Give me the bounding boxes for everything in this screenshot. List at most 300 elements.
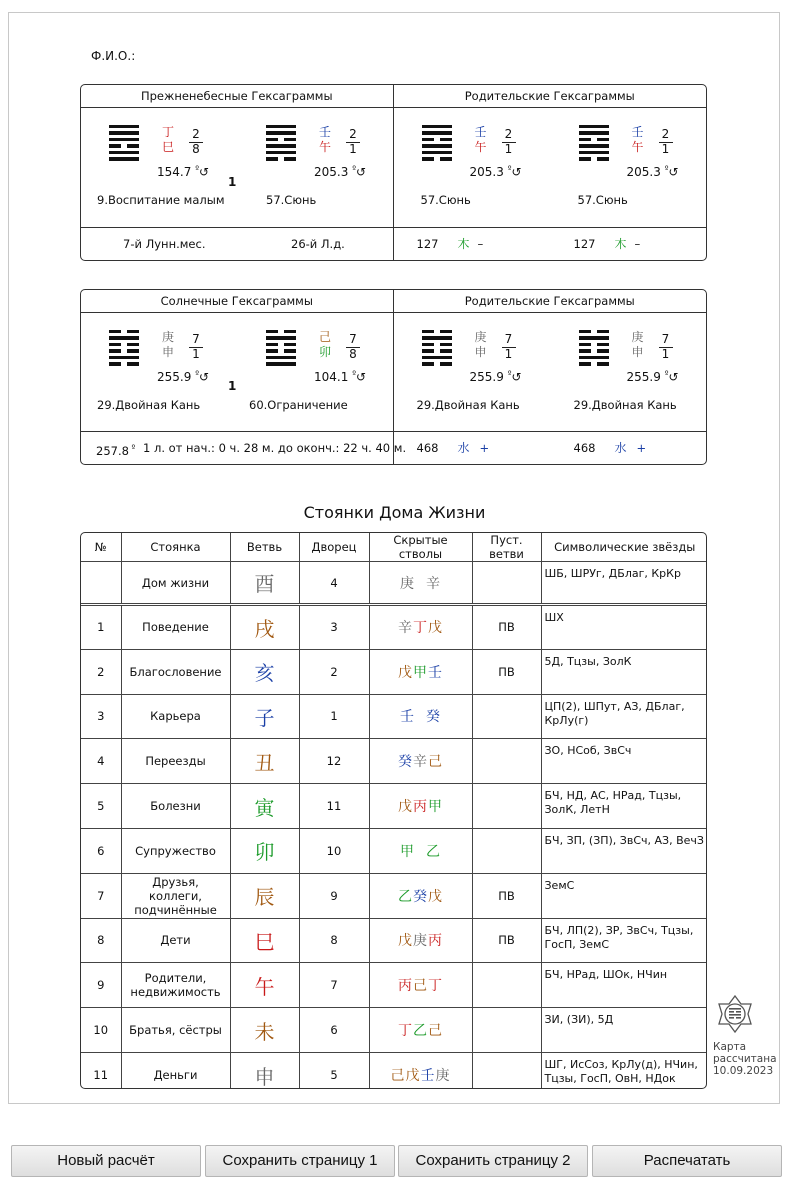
watermark-line2: рассчитана: [713, 1053, 777, 1065]
table-row: [81, 605, 707, 650]
row-palace: 11: [299, 784, 369, 829]
chart-page: [8, 12, 780, 1104]
stem-char: 庚: [474, 330, 487, 344]
parent-number: 127: [416, 237, 439, 251]
row-branch: 酉: [230, 562, 299, 605]
col-header-symbolic-stars: Символические звёзды: [541, 533, 707, 562]
parent-element: 木: [614, 237, 627, 251]
yin-line: [109, 330, 139, 333]
hexagram-name: 57.Сюнь: [577, 193, 628, 207]
row-station: Благословение: [121, 649, 230, 694]
hexagram-degree: 255.9 $^º$↺: [626, 369, 679, 384]
yang-line: [422, 125, 452, 128]
section-title: Стоянки Дома Жизни: [303, 503, 486, 522]
col-header-hidden-stems: Скрытые стволы: [369, 533, 472, 562]
stem-char: 丁: [161, 125, 174, 139]
row-empty-branch: [472, 784, 541, 829]
row-palace: 5: [299, 1052, 369, 1089]
hidden-stem-char: 丙: [398, 978, 413, 995]
row-empty-branch: [472, 828, 541, 873]
yin-line: [422, 343, 452, 346]
yin-line: [266, 138, 296, 141]
cycle-icon: ↺: [511, 370, 522, 384]
degree-value: 205.3: [626, 165, 661, 179]
yang-line: [266, 336, 296, 339]
row-branch: 辰: [230, 873, 299, 918]
calc-watermark: [713, 994, 783, 1077]
row-number: 2: [81, 649, 121, 694]
yin-line: [579, 138, 609, 141]
hexagram-icon: [266, 125, 296, 164]
hexagram-link-mark: 1: [228, 175, 237, 189]
hidden-stem-char: 癸: [425, 709, 441, 726]
yin-line: [109, 144, 139, 147]
fraction-top: 7: [189, 333, 203, 348]
yin-line: [579, 343, 609, 346]
row-hidden-stems: [369, 649, 472, 694]
row-hidden-stems: [369, 1008, 472, 1053]
yin-line: [422, 362, 452, 365]
parent-number: 468: [573, 441, 596, 455]
stem-char: 午: [318, 140, 331, 154]
row-number: 3: [81, 694, 121, 739]
row-palace: 3: [299, 605, 369, 650]
hexagram-stems: [317, 125, 333, 155]
yang-line: [422, 144, 452, 147]
hexagram-stems: [317, 330, 333, 360]
degree-value: 104.1: [314, 370, 349, 384]
row-empty-branch: ПВ: [472, 605, 541, 650]
solar-hexagrams-panel: [81, 290, 407, 464]
hexagram-icon: [109, 125, 139, 164]
hexagram-degree: 255.9 $^º$↺: [157, 369, 210, 384]
parent-sign: +: [479, 441, 490, 455]
hexagram-block-solar: [80, 289, 707, 465]
life-palace-table: [80, 532, 707, 1089]
hexagram-name: 57.Сюнь: [266, 193, 317, 207]
yang-line: [266, 144, 296, 147]
hidden-stem-char: 戊: [398, 799, 413, 816]
brand-logo-icon: [715, 994, 755, 1034]
table-row: [81, 828, 707, 873]
table-row: [81, 1052, 707, 1089]
yang-line: [109, 356, 139, 359]
row-symbolic-stars: БЧ, НД, АС, НРад, Тцзы, ЗолК, ЛетН: [541, 784, 707, 829]
yang-line: [422, 336, 452, 339]
yin-line: [266, 349, 296, 352]
parent-element: 水: [457, 441, 470, 455]
row-symbolic-stars: ШХ: [541, 605, 707, 650]
row-empty-branch: [472, 694, 541, 739]
stem-char: 申: [631, 345, 644, 359]
row-palace: 9: [299, 873, 369, 918]
row-symbolic-stars: БЧ, ЛП(2), ЗР, ЗвСч, Тцзы, ГосП, ЗемС: [541, 918, 707, 963]
prenatal-footer: [81, 227, 393, 260]
yang-line: [266, 125, 296, 128]
cycle-icon: ↺: [198, 165, 210, 179]
table-row: [81, 963, 707, 1008]
hexagram-fraction: [502, 128, 516, 156]
parent-footer-2: [394, 431, 707, 464]
hexagram-degree: 205.3 $^º$↺: [469, 164, 522, 179]
row-station: Дом жизни: [121, 562, 230, 605]
row-palace: 8: [299, 918, 369, 963]
row-symbolic-stars: 5Д, Тцзы, ЗолК: [541, 649, 707, 694]
yang-line: [109, 336, 139, 339]
row-empty-branch: [472, 562, 541, 605]
fraction-top: 2: [502, 128, 516, 143]
yin-line: [422, 349, 452, 352]
hexagram-degree: 104.1 $^º$↺: [314, 369, 367, 384]
hidden-stem-char: 庚: [413, 933, 428, 950]
save-page1-button[interactable]: Сохранить страницу 1: [205, 1145, 395, 1177]
parent-number: 127: [573, 237, 596, 251]
hexagram-stems: [473, 330, 489, 360]
row-hidden-stems: [369, 784, 472, 829]
row-hidden-stems: [369, 605, 472, 650]
hexagram-icon: [422, 125, 452, 164]
hidden-stem-char: 壬: [420, 1068, 436, 1085]
table-row: [81, 873, 707, 918]
row-empty-branch: ПВ: [472, 873, 541, 918]
row-empty-branch: ПВ: [472, 649, 541, 694]
row-station: Друзья, коллеги, подчинённые: [121, 873, 230, 918]
row-palace: 2: [299, 649, 369, 694]
row-number: 6: [81, 828, 121, 873]
stem-char: 午: [474, 140, 487, 154]
parent-footer-1: [394, 227, 707, 260]
col-header-branch: Ветвь: [230, 533, 299, 562]
yang-line: [579, 336, 609, 339]
row-branch: 申: [230, 1052, 299, 1089]
hexagram-stems: [473, 125, 489, 155]
yang-line: [109, 151, 139, 154]
yin-line: [109, 349, 139, 352]
yang-line: [579, 356, 609, 359]
fraction-bottom: 8: [349, 347, 357, 361]
yang-line: [109, 131, 139, 134]
hexagram-block-prenatal: [80, 84, 707, 261]
hexagram-icon: [266, 330, 296, 369]
fraction-top: 7: [346, 333, 360, 348]
row-hidden-stems: [369, 562, 472, 605]
yang-line: [266, 356, 296, 359]
row-hidden-stems: [369, 828, 472, 873]
stem-char: 巳: [161, 140, 174, 154]
yin-line: [579, 157, 609, 160]
row-station: Переезды: [121, 739, 230, 784]
row-number: 8: [81, 918, 121, 963]
fio-label: Ф.И.О.:: [91, 49, 136, 63]
fraction-top: 2: [659, 128, 673, 143]
col-header-station: Стоянка: [121, 533, 230, 562]
solar-hexagrams-title: Солнечные Гексаграммы: [81, 290, 393, 313]
cycle-icon: ↺: [355, 165, 367, 179]
yin-line: [579, 362, 609, 365]
hexagram-name: 9.Воспитание малым: [97, 193, 225, 207]
fraction-top: 7: [659, 333, 673, 348]
hidden-stem-char: 己: [390, 1068, 406, 1085]
parent-element: 水: [614, 441, 627, 455]
yang-line: [109, 157, 139, 160]
hexagram-icon: [109, 330, 139, 369]
hexagram-name: 29.Двойная Кань: [416, 398, 520, 412]
solar-footer: [81, 431, 407, 464]
hidden-stem-char: 辛: [413, 754, 428, 771]
row-number: [81, 562, 121, 605]
hexagram-fraction: [189, 333, 203, 361]
col-header-palace: Дворец: [299, 533, 369, 562]
hidden-stem-char: 丁: [428, 978, 443, 995]
row-number: 9: [81, 963, 121, 1008]
row-symbolic-stars: БЧ, НРад, ШОк, НЧин: [541, 963, 707, 1008]
hidden-stem-char: 癸: [398, 754, 413, 771]
hexagram-stems: [160, 125, 176, 155]
parent-hexagrams-panel-1: [394, 85, 707, 260]
row-hidden-stems: [369, 694, 472, 739]
degree-value: 154.7: [157, 165, 192, 179]
table-row: [81, 784, 707, 829]
degree-value: 255.9: [626, 370, 661, 384]
hidden-stem-char: 壬: [428, 664, 443, 681]
row-palace: 10: [299, 828, 369, 873]
row-empty-branch: [472, 1052, 541, 1089]
hidden-stem-char: 戊: [428, 888, 443, 905]
hexagram-name: 29.Двойная Кань: [97, 398, 201, 412]
solar-degree: 257.8 $^º$: [96, 443, 136, 458]
hidden-stem-char: 己: [428, 1023, 443, 1040]
hexagram-fraction: [502, 333, 516, 361]
row-palace: 6: [299, 1008, 369, 1053]
hidden-stem-char: 甲: [413, 664, 428, 681]
watermark-date: 10.09.2023: [713, 1065, 774, 1077]
yin-line: [266, 330, 296, 333]
fraction-top: 2: [346, 128, 360, 143]
hexagram-fraction: [346, 128, 360, 156]
yang-line: [266, 151, 296, 154]
hexagram-degree: 154.7 $^º$↺: [157, 164, 210, 179]
row-empty-branch: ПВ: [472, 918, 541, 963]
hidden-stem-char: 乙: [398, 888, 413, 905]
parent-hexagrams-panel-2: [394, 290, 707, 464]
table-row: [81, 694, 707, 739]
col-header-num: №: [81, 533, 121, 562]
hidden-stem-char: 己: [413, 978, 428, 995]
row-branch: 午: [230, 963, 299, 1008]
yin-line: [422, 138, 452, 141]
solar-term-period: 1 л. от нач.: 0 ч. 28 м. до оконч.: 22 ч. 40 м.: [143, 441, 407, 455]
fraction-bottom: 1: [661, 142, 670, 156]
row-empty-branch: [472, 963, 541, 1008]
table-row: [81, 562, 707, 605]
hidden-stem-char: 戊: [398, 664, 413, 681]
cycle-icon: ↺: [668, 370, 679, 384]
row-palace: 4: [299, 562, 369, 605]
lunar-month: 7-й Лунн.мес.: [123, 237, 206, 251]
cycle-icon: ↺: [355, 370, 367, 384]
row-station: Дети: [121, 918, 230, 963]
yang-line: [266, 131, 296, 134]
yin-line: [266, 343, 296, 346]
yang-line: [422, 356, 452, 359]
row-number: 4: [81, 739, 121, 784]
row-station: Деньги: [121, 1052, 230, 1089]
new-calc-button[interactable]: Новый расчёт: [11, 1145, 201, 1177]
row-branch: 寅: [230, 784, 299, 829]
yang-line: [266, 362, 296, 365]
yin-line: [422, 330, 452, 333]
stem-char: 庚: [631, 330, 644, 344]
stem-char: 壬: [474, 125, 487, 139]
row-symbolic-stars: ЗО, НСоб, ЗвСч: [541, 739, 707, 784]
parent-hexagrams-title-2: Родительские Гексаграммы: [394, 290, 707, 313]
hidden-stem-char: 丁: [398, 1023, 413, 1040]
yang-line: [579, 125, 609, 128]
row-branch: 亥: [230, 649, 299, 694]
yin-line: [266, 157, 296, 160]
row-hidden-stems: [369, 1052, 472, 1089]
hidden-stem-char: 甲: [400, 843, 416, 860]
parent-hexagrams-title-1: Родительские Гексаграммы: [394, 85, 707, 108]
hexagram-degree: 205.3 $^º$↺: [314, 164, 367, 179]
fraction-top: 7: [502, 333, 516, 348]
hidden-stem-char: 甲: [428, 799, 443, 816]
degree-value: 205.3: [314, 165, 349, 179]
row-branch: 未: [230, 1008, 299, 1053]
parent-element: 木: [457, 237, 470, 251]
cycle-icon: ↺: [198, 370, 210, 384]
hidden-stem-char: 辛: [398, 620, 413, 637]
hidden-stem-char: 戊: [428, 620, 443, 637]
hexagram-name: 57.Сюнь: [420, 193, 471, 207]
row-station: Родители, недвижимость: [121, 963, 230, 1008]
hidden-stem-char: 庚: [400, 575, 416, 592]
row-palace: 7: [299, 963, 369, 1008]
row-empty-branch: [472, 1008, 541, 1053]
row-station: Болезни: [121, 784, 230, 829]
stem-char: 庚: [161, 330, 174, 344]
table-row: [81, 918, 707, 963]
row-number: 1: [81, 605, 121, 650]
row-branch: 丑: [230, 739, 299, 784]
table-row: [81, 1008, 707, 1053]
row-symbolic-stars: БЧ, ЗП, (ЗП), ЗвСч, АЗ, ВечЗ: [541, 828, 707, 873]
hexagram-name: 60.Ограничение: [249, 398, 348, 412]
hexagram-stems: [630, 125, 646, 155]
row-symbolic-stars: ЗемС: [541, 873, 707, 918]
stem-char: 壬: [318, 125, 331, 139]
fraction-bottom: 1: [504, 347, 513, 361]
hexagram-fraction: [346, 333, 360, 361]
parent-sign: –: [634, 237, 641, 251]
yin-line: [109, 343, 139, 346]
yang-line: [109, 125, 139, 128]
fraction-bottom: 1: [504, 142, 513, 156]
row-station: Супружество: [121, 828, 230, 873]
fraction-bottom: 1: [192, 347, 200, 361]
hidden-stem-char: 庚: [435, 1068, 451, 1085]
yin-line: [579, 349, 609, 352]
row-station: Поведение: [121, 605, 230, 650]
yin-line: [422, 157, 452, 160]
row-hidden-stems: [369, 963, 472, 1008]
hidden-stem-char: 丁: [413, 620, 428, 637]
stem-char: 申: [161, 345, 174, 359]
yang-line: [422, 151, 452, 154]
col-header-empty-branches: Пуст. ветви: [472, 533, 541, 562]
hidden-stem-char: 戊: [398, 933, 413, 950]
print-button[interactable]: Распечатать: [592, 1145, 782, 1177]
cycle-icon: ↺: [668, 165, 679, 179]
row-symbolic-stars: ЦП(2), ШПут, АЗ, ДБлаг, КрЛу(г): [541, 694, 707, 739]
fraction-bottom: 1: [661, 347, 670, 361]
row-symbolic-stars: ШБ, ШРУг, ДБлаг, КрКр: [541, 562, 707, 605]
stem-char: 卯: [318, 345, 331, 359]
stem-char: 壬: [631, 125, 644, 139]
yin-line: [579, 330, 609, 333]
prenatal-hexagrams-panel: [81, 85, 394, 260]
yang-line: [579, 131, 609, 134]
hidden-stem-char: 丙: [413, 799, 428, 816]
hexagram-stems: [160, 330, 176, 360]
stem-char: 午: [631, 140, 644, 154]
parent-sign: –: [477, 237, 484, 251]
hexagram-name: 29.Двойная Кань: [573, 398, 677, 412]
fraction-bottom: 1: [349, 142, 357, 156]
row-palace: 1: [299, 694, 369, 739]
degree-value: 255.9: [469, 370, 504, 384]
degree-value: 255.9: [157, 370, 192, 384]
row-number: 5: [81, 784, 121, 829]
row-hidden-stems: [369, 739, 472, 784]
cycle-icon: ↺: [511, 165, 522, 179]
yang-line: [579, 144, 609, 147]
hidden-stem-char: 乙: [425, 843, 441, 860]
watermark-line1: Карта: [713, 1041, 747, 1053]
hexagram-link-mark: 1: [228, 379, 237, 393]
row-palace: 12: [299, 739, 369, 784]
hidden-stem-char: 己: [428, 754, 443, 771]
row-number: 11: [81, 1052, 121, 1089]
fraction-top: 2: [189, 128, 203, 143]
parent-number: 468: [416, 441, 439, 455]
row-station: Братья, сёстры: [121, 1008, 230, 1053]
hidden-stem-char: 癸: [413, 888, 428, 905]
hexagram-degree: 205.3 $^º$↺: [626, 164, 679, 179]
hexagram-icon: [422, 330, 452, 369]
parent-sign: +: [636, 441, 647, 455]
hexagram-icon: [579, 330, 609, 369]
lunar-day: 26-й Л.д.: [291, 237, 345, 251]
row-empty-branch: [472, 739, 541, 784]
row-hidden-stems: [369, 873, 472, 918]
row-hidden-stems: [369, 918, 472, 963]
hidden-stem-char: 壬: [400, 709, 416, 726]
degree-value: 205.3: [469, 165, 504, 179]
hexagram-stems: [630, 330, 646, 360]
action-bar: [0, 1145, 787, 1177]
row-symbolic-stars: ШГ, ИсСоз, КрЛу(д), НЧин, Тцзы, ГосП, ОвН, НДок: [541, 1052, 707, 1089]
save-page2-button[interactable]: Сохранить страницу 2: [398, 1145, 588, 1177]
hexagram-degree: 255.9 $^º$↺: [469, 369, 522, 384]
hidden-stem-char: 丙: [428, 933, 443, 950]
hexagram-fraction: [659, 333, 673, 361]
hexagram-fraction: [189, 128, 203, 156]
table-row: [81, 739, 707, 784]
row-branch: 戌: [230, 605, 299, 650]
row-branch: 卯: [230, 828, 299, 873]
row-station: Карьера: [121, 694, 230, 739]
